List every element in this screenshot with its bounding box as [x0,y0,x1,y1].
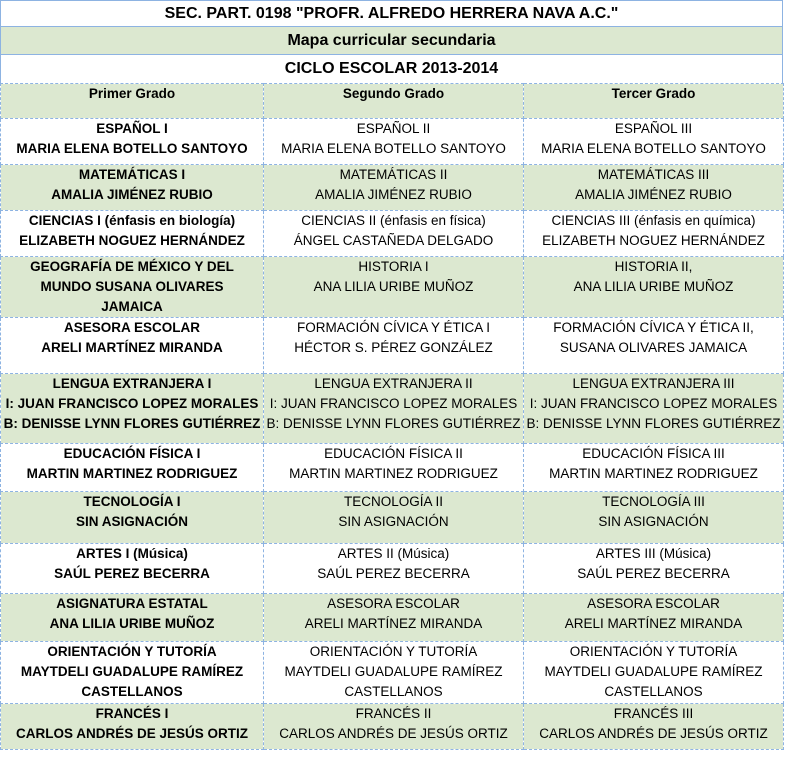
segundo-grado-cell [264,492,524,544]
segundo-grado-cell [264,704,524,750]
teacher-name: I: JUAN FRANCISCO LOPEZ MORALES [5,396,259,411]
teacher-name: MARIA ELENA BOTELLO SANTOYO [281,141,506,156]
table-row [1,492,784,544]
teacher-name: ARELI MARTÍNEZ MIRANDA [304,616,483,631]
teacher-name: SIN ASIGNACIÓN [598,514,709,529]
table-row [1,257,784,318]
teacher-name: AMALIA JIMÉNEZ RUBIO [575,187,732,202]
teacher-name: ANA LILIA URIBE MUÑOZ [49,616,215,631]
subject-name: EDUCACIÓN FÍSICA II [324,446,463,461]
subject-name: EDUCACIÓN FÍSICA III [582,446,725,461]
subject-name: FRANCÉS III [613,706,694,721]
teacher-name: I: JUAN FRANCISCO LOPEZ MORALES [529,396,778,411]
segundo-grado-cell [264,165,524,211]
tercer-grado-cell [524,211,784,257]
teacher-name: MARTIN MARTINEZ RODRIGUEZ [549,466,758,481]
teacher-name: B: DENISSE LYNN FLORES GUTIÉRREZ [526,416,781,431]
primer-grado-cell [1,492,264,544]
subject-name: ASESORA ESCOLAR [63,320,200,335]
subject-name: TECNOLOGÍA III [602,494,705,509]
primer-grado-cell [1,544,264,594]
subject-name: CIENCIAS II (énfasis en física) [301,213,486,228]
table-row [1,544,784,594]
subject-name: MATEMÁTICAS I [78,167,186,182]
teacher-name: AMALIA JIMÉNEZ RUBIO [51,187,213,202]
segundo-grado-cell [264,119,524,165]
table-row [1,318,784,374]
subject-name: ESPAÑOL III [614,121,693,136]
teacher-name: MARIA ELENA BOTELLO SANTOYO [16,141,248,156]
teacher-name: I: JUAN FRANCISCO LOPEZ MORALES [269,396,518,411]
teacher-name: B: DENISSE LYNN FLORES GUTIÉRREZ [3,416,261,431]
teacher-name: MUNDO SUSANA OLIVARES [40,279,224,294]
subject-name: ESPAÑOL II [356,121,431,136]
teacher-name: SAÚL PEREZ BECERRA [317,566,470,581]
segundo-grado-cell [264,444,524,492]
teacher-name: ÁNGEL CASTAÑEDA DELGADO [293,233,494,248]
segundo-grado-cell [264,594,524,642]
teacher-name: MAYTDELI GUADALUPE RAMÍREZ [284,664,503,679]
segundo-grado-cell [264,544,524,594]
tercer-grado-cell [524,165,784,211]
teacher-name: SAÚL PEREZ BECERRA [577,566,730,581]
table-row [1,444,784,492]
teacher-name: SIN ASIGNACIÓN [75,514,188,529]
column-header-primer-grado: Primer Grado [1,84,264,119]
table-row [1,704,784,750]
subject-name: FRANCÉS II [355,706,432,721]
teacher-name: ARELI MARTÍNEZ MIRANDA [41,340,223,355]
tercer-grado-cell [524,318,784,374]
teacher-name: CASTELLANOS [81,684,183,699]
subject-name: LENGUA EXTRANJERA II [314,376,473,391]
subject-name: HISTORIA I [358,259,429,274]
teacher-name: MARIA ELENA BOTELLO SANTOYO [541,141,766,156]
segundo-grado-cell [264,318,524,374]
teacher-name: HÉCTOR S. PÉREZ GONZÁLEZ [294,340,493,355]
primer-grado-cell [1,444,264,492]
subject-name: TECNOLOGÍA II [343,494,444,509]
subject-name: ESPAÑOL I [96,121,168,136]
curriculum-table [0,83,784,750]
primer-grado-cell [1,318,264,374]
subject-name: LENGUA EXTRANJERA III [572,376,735,391]
subject-name: EDUCACIÓN FÍSICA I [63,446,201,461]
segundo-grado-cell [264,374,524,444]
school-title: SEC. PART. 0198 "PROFR. ALFREDO HERRERA NAVA A.C." [0,0,783,26]
subject-name: MATEMÁTICAS II [339,167,448,182]
primer-grado-cell [1,211,264,257]
subject-name: ORIENTACIÓN Y TUTORÍA [309,644,478,659]
subject-name: CIENCIAS I (énfasis en biología) [28,213,236,228]
tercer-grado-cell [524,642,784,704]
subject-name: FORMACIÓN CÍVICA Y ÉTICA II, [553,320,754,335]
segundo-grado-cell [264,642,524,704]
subject-name: HISTORIA II, [614,259,693,274]
subject-name: ORIENTACIÓN Y TUTORÍA [569,644,738,659]
teacher-name: MARTIN MARTINEZ RODRIGUEZ [26,466,238,481]
teacher-name: ANA LILIA URIBE MUÑOZ [313,279,474,294]
school-cycle: CICLO ESCOLAR 2013-2014 [0,54,783,83]
teacher-name: MARTIN MARTINEZ RODRIGUEZ [289,466,498,481]
subject-name: ASESORA ESCOLAR [327,596,460,611]
teacher-name: MAYTDELI GUADALUPE RAMÍREZ [544,664,763,679]
column-header-segundo-grado: Segundo Grado [264,84,524,119]
subject-name: ARTES II (Música) [337,546,450,561]
table-row [1,119,784,165]
teacher-name: MAYTDELI GUADALUPE RAMÍREZ [20,664,244,679]
teacher-name: ELIZABETH NOGUEZ HERNÁNDEZ [19,233,245,248]
primer-grado-cell [1,374,264,444]
subject-name: FORMACIÓN CÍVICA Y ÉTICA I [296,320,491,335]
primer-grado-cell [1,257,264,318]
header-row [1,84,784,119]
teacher-name: CASTELLANOS [604,684,703,699]
table-row [1,594,784,642]
subject-name: ARTES I (Música) [76,546,188,561]
teacher-name: SUSANA OLIVARES JAMAICA [559,340,748,355]
primer-grado-cell [1,165,264,211]
subject-name: FRANCÉS I [95,706,169,721]
teacher-name: ELIZABETH NOGUEZ HERNÁNDEZ [542,233,765,248]
subject-name: ASESORA ESCOLAR [587,596,720,611]
primer-grado-cell [1,119,264,165]
subject-name: ORIENTACIÓN Y TUTORÍA [47,644,217,659]
tercer-grado-cell [524,594,784,642]
column-header-tercer-grado: Tercer Grado [524,84,784,119]
subject-name: CIENCIAS III (énfasis en química) [551,213,756,228]
table-row [1,165,784,211]
tercer-grado-cell [524,374,784,444]
subject-name: LENGUA EXTRANJERA I [52,376,212,391]
teacher-name: CARLOS ANDRÉS DE JESÚS ORTIZ [15,726,249,741]
primer-grado-cell [1,594,264,642]
document-subtitle: Mapa curricular secundaria [0,26,783,54]
tercer-grado-cell [524,704,784,750]
teacher-name: JAMAICA [101,299,163,314]
subject-name: ARTES III (Música) [595,546,712,561]
teacher-name: SAÚL PEREZ BECERRA [54,566,210,581]
table-row [1,642,784,704]
teacher-name: AMALIA JIMÉNEZ RUBIO [315,187,472,202]
segundo-grado-cell [264,257,524,318]
teacher-name: SIN ASIGNACIÓN [338,514,449,529]
teacher-name: CASTELLANOS [344,684,443,699]
subject-name: MATEMÁTICAS III [597,167,710,182]
subject-name: TECNOLOGÍA I [83,494,181,509]
teacher-name: CARLOS ANDRÉS DE JESÚS ORTIZ [539,726,768,741]
teacher-name: ANA LILIA URIBE MUÑOZ [573,279,734,294]
tercer-grado-cell [524,119,784,165]
subject-name: GEOGRAFÍA DE MÉXICO Y DEL [30,259,234,274]
primer-grado-cell [1,642,264,704]
subject-name: ASIGNATURA ESTATAL [56,596,208,611]
tercer-grado-cell [524,257,784,318]
table-row [1,374,784,444]
teacher-name: CARLOS ANDRÉS DE JESÚS ORTIZ [279,726,508,741]
tercer-grado-cell [524,444,784,492]
teacher-name: B: DENISSE LYNN FLORES GUTIÉRREZ [266,416,521,431]
tercer-grado-cell [524,544,784,594]
table-row [1,211,784,257]
tercer-grado-cell [524,492,784,544]
segundo-grado-cell [264,211,524,257]
teacher-name: ARELI MARTÍNEZ MIRANDA [564,616,743,631]
primer-grado-cell [1,704,264,750]
